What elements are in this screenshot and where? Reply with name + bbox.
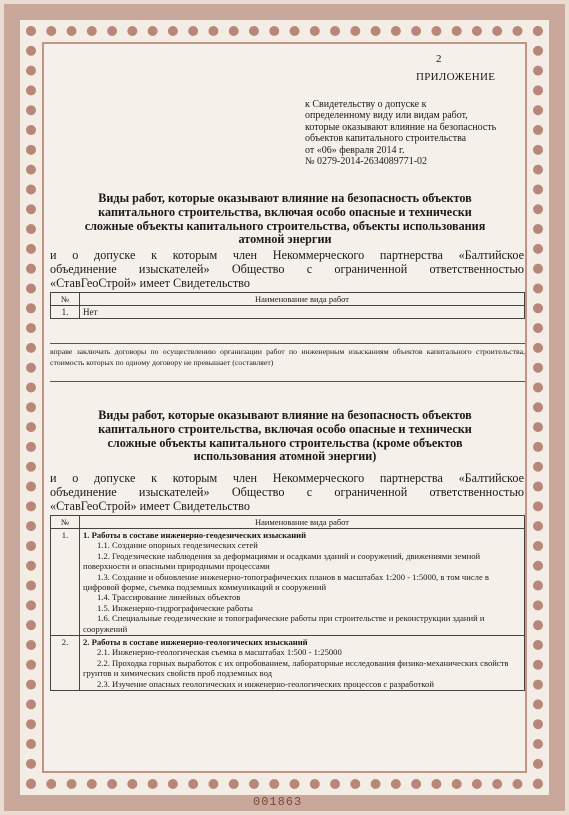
section2-works-table — [50, 515, 525, 691]
work-group-title: 2. Работы в составе инженерно-геологических изысканий — [83, 637, 308, 648]
column-header-number: № — [51, 293, 80, 306]
serial-number: 001863 — [253, 795, 303, 809]
table-row — [51, 529, 525, 636]
work-item: 1.2. Геодезические наблюдения за деформациями и осадками зданий и сооружений, движениями земной поверхности и опасными природными процессами — [83, 550, 481, 572]
column-header-name: Наименование вида работ — [80, 293, 525, 306]
row-number: 1. — [51, 529, 80, 636]
section1-intro — [50, 248, 524, 290]
work-group-title: 1. Работы в составе инженерно-геодезических изысканий — [83, 530, 307, 540]
title-line: использования атомной энергии) — [193, 449, 377, 464]
reference-line: к Свидетельству о допуске к — [305, 99, 427, 110]
table-row — [51, 636, 525, 691]
work-item: 1.4. Трассирование линейных объектов — [97, 592, 241, 603]
work-item: 1.1. Создание опорных геодезических сетей — [97, 540, 258, 551]
title-line: атомной энергии — [238, 232, 332, 247]
section1-title — [50, 192, 520, 247]
title-line: капитального строительства, включая особо опасные и технически — [98, 421, 472, 436]
work-item: 1.6. Специальные геодезические и топографические работы при строительстве и реконструкции зданий и сооружений — [83, 613, 485, 634]
row-content — [80, 529, 525, 636]
work-item: 1.5. Инженерно-гидрографические работы — [97, 602, 253, 613]
section2-intro — [50, 471, 524, 513]
intro-line: объединение изыскателей» Общество с ограниченной ответственностью — [50, 262, 524, 276]
row-name: Нет — [80, 306, 525, 319]
work-item: 2.1. Инженерно-геологическая съемка в масштабах 1:500 - 1:25000 — [97, 647, 342, 658]
table-header-row — [51, 516, 525, 529]
work-item: 2.3. Изучение опасных геологических и инженерно-геологических процессов с разработкой — [97, 678, 434, 689]
intro-line: «СтавГеоСтрой» имеет Свидетельство — [50, 276, 250, 290]
reference-line: от «06» февраля 2014 г. — [305, 144, 405, 156]
work-item: 2.2. Проходка горных выработок с их опробованием, лабораторные исследования физико-механических свойств грунтов и химических свойств проб подземных вод — [83, 657, 509, 679]
row-number: 1. — [51, 306, 80, 319]
reference-line: определенному виду или видам работ, — [305, 110, 468, 122]
section-divider — [50, 381, 525, 382]
table-row — [51, 306, 525, 319]
row-content — [80, 636, 525, 691]
intro-line: и о допуске к которым член Некоммерческого партнерства «Балтийское — [50, 471, 524, 485]
table-header-row — [51, 293, 525, 306]
intro-line: и о допуске к которым член Некоммерческого партнерства «Балтийское — [50, 248, 524, 262]
column-header-name: Наименование вида работ — [80, 516, 525, 529]
work-item: 1.3. Создание и обновление инженерно-топографических планов в масштабах 1:200 - 1:5000, в том числе в цифровой форме, съемка подземных коммуникаций и сооружений — [83, 571, 489, 593]
title-line: сложные объекты капитального строительства (кроме объектов — [107, 435, 463, 450]
limit-underline — [50, 343, 525, 344]
page-number: 2 — [436, 53, 442, 65]
reference-line: № 0279-2014-2634089771-02 — [305, 156, 428, 168]
section1-works-table — [50, 292, 525, 319]
column-header-number: № — [51, 516, 80, 529]
title-line: Виды работ, которые оказывают влияние на безопасность объектов — [98, 191, 472, 205]
appendix-label: ПРИЛОЖЕНИЕ — [416, 71, 496, 83]
section2-title — [50, 409, 520, 464]
reference-line: объектов капитального строительства — [305, 133, 467, 145]
row-number: 2. — [51, 636, 80, 691]
intro-line: объединение изыскателей» Общество с ограниченной ответственностью — [50, 485, 524, 499]
certificate-reference — [305, 99, 545, 167]
title-line: сложные объекты капитального строительства, объекты использования — [84, 218, 486, 233]
title-line: капитального строительства, включая особо опасные и технически — [98, 204, 472, 219]
intro-line: «СтавГеоСтрой» имеет Свидетельство — [50, 499, 250, 513]
reference-line: которые оказывают влияние на безопасность — [305, 121, 497, 133]
section1-contract-limit: вправе заключать договоры по осуществлению организации работ по инженерным изысканиям объектов капитального строительства, стоимость которых по одному договору не превышает (составляет) — [50, 347, 525, 367]
title-line: Виды работ, которые оказывают влияние на безопасность объектов — [98, 408, 472, 422]
